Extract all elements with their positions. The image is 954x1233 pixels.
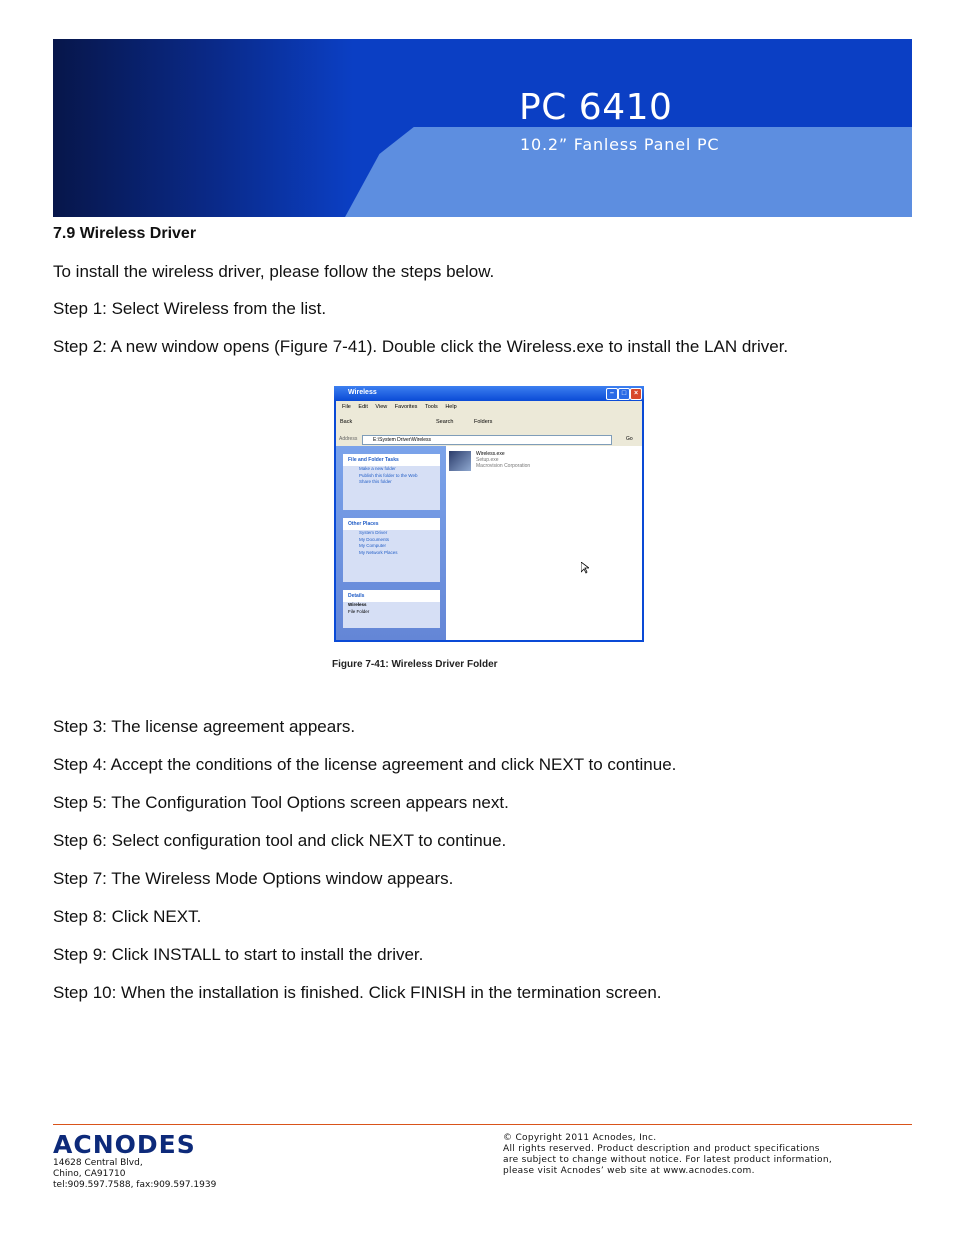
copyright-line-2: All rights reserved. Product description and product specifications [503, 1144, 820, 1154]
menu-favorites: Favorites [394, 404, 418, 410]
file-desc: Setup.exe [476, 457, 499, 463]
search-button-label: Search [436, 419, 454, 425]
step-6: Step 6: Select configuration tool and click NEXT to continue. [53, 831, 507, 850]
menu-help: Help [445, 404, 457, 410]
copyright-line-1: © Copyright 2011 Acnodes, Inc. [503, 1133, 657, 1143]
address-field [362, 435, 612, 445]
menu-view: View [375, 404, 388, 410]
copyright-line-4: please visit Acnodes’ web site at www.acnodes.com. [503, 1166, 755, 1176]
toolbar [336, 413, 642, 433]
step-2: Step 2: A new window opens (Figure 7-41). Double click the Wireless.exe to install the LAN driver. [53, 337, 789, 356]
product-subtitle: 10.2” Fanless Panel PC [520, 135, 720, 154]
task-publish-folder: Publish this folder to the Web [359, 472, 418, 478]
footer-divider [53, 1124, 912, 1125]
file-name: Wireless.exe [476, 451, 505, 457]
menu-edit: Edit [358, 404, 368, 410]
figure-caption: Figure 7-41: Wireless Driver Folder [332, 659, 498, 670]
step-10: Step 10: When the installation is finished. Click FINISH in the termination screen. [53, 983, 662, 1002]
section-title: 7.9 Wireless Driver [53, 225, 197, 242]
address-line-3: tel:909.597.7588, fax:909.597.1939 [53, 1180, 217, 1190]
product-name: PC 6410 [519, 87, 673, 128]
intro-text: To install the wireless driver, please follow the steps below. [53, 262, 495, 281]
window-titlebar [334, 386, 644, 401]
file-list-pane [446, 446, 642, 640]
minimize-icon: – [606, 388, 618, 400]
address-line-1: 14628 Central Blvd, [53, 1158, 143, 1168]
step-3: Step 3: The license agreement appears. [53, 717, 356, 736]
details-panel [343, 590, 440, 628]
header-banner [53, 39, 912, 217]
step-8: Step 8: Click NEXT. [53, 907, 202, 926]
mouse-cursor-icon [581, 562, 589, 574]
close-icon: × [630, 388, 642, 400]
panel-title: Details [343, 590, 440, 602]
installer-icon [449, 451, 471, 471]
acnodes-logo: ACNODES [53, 1130, 196, 1159]
step-5: Step 5: The Configuration Tool Options screen appears next. [53, 793, 509, 812]
detail-name: Wireless [348, 602, 367, 607]
place-my-computer: My Computer [359, 543, 387, 548]
task-make-folder: Make a new folder [359, 466, 396, 471]
window-title: Wireless [348, 389, 377, 396]
go-label: Go [626, 436, 633, 442]
file-folder-tasks-panel [343, 454, 440, 510]
back-button-label: Back [340, 419, 353, 425]
file-entry [476, 451, 530, 469]
step-9: Step 9: Click INSTALL to start to install the driver. [53, 945, 424, 964]
panel-title: File and Folder Tasks [343, 454, 440, 466]
task-share-folder: Share this folder [359, 479, 392, 484]
address-value: E:\System Driver\Wireless [373, 437, 432, 443]
maximize-icon: □ [618, 388, 630, 400]
address-line-2: Chino, CA91710 [53, 1169, 126, 1179]
menu-bar [336, 401, 642, 413]
task-pane [336, 446, 446, 640]
panel-title: Other Places [343, 518, 440, 530]
place-my-documents: My Documents [359, 536, 390, 542]
step-1: Step 1: Select Wireless from the list. [53, 299, 327, 318]
menu-tools: Tools [424, 404, 438, 410]
step-7: Step 7: The Wireless Mode Options window appears. [53, 869, 454, 888]
copyright-line-3: are subject to change without notice. For latest product information, [503, 1155, 832, 1165]
menu-file: File [342, 404, 351, 410]
address-bar [336, 433, 642, 446]
place-my-network: My Network Places [359, 549, 398, 555]
other-places-panel [343, 518, 440, 582]
folders-button-label: Folders [474, 419, 493, 425]
place-system-driver: System Driver [359, 530, 388, 535]
detail-type: File Folder [348, 608, 370, 614]
circuit-board-image [53, 39, 353, 217]
explorer-window-screenshot [334, 386, 644, 642]
address-label: Address [339, 436, 358, 442]
file-company: Macrovision Corporation [476, 463, 531, 469]
step-4: Step 4: Accept the conditions of the license agreement and click NEXT to continue. [53, 755, 677, 774]
